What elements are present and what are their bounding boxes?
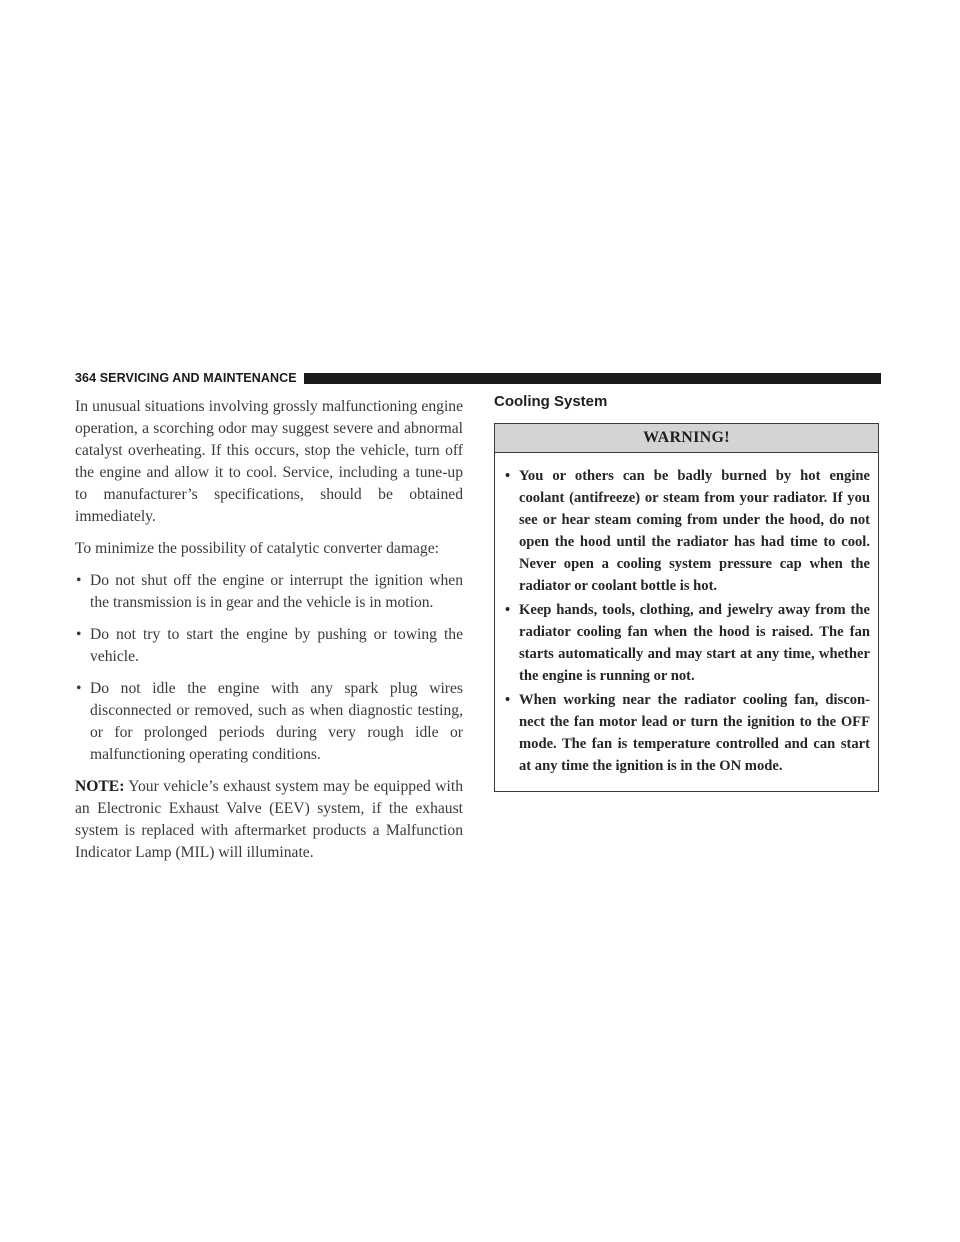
bullet-icon: • — [76, 680, 82, 697]
catalyst-overheating-paragraph: In unusual situations involving grossly malfunctioning engine operation, a scorching odor may suggest severe and abnormal catalyst overheating. If this occurs, stop the vehicle, turn off the engine and allow it to cool. Service, including a tune-up to manufacturer’s specifications, should be obtained immediately. — [75, 398, 463, 525]
list-item: • Do not idle the engine with any spark plug wires disconnected or removed, such as when diagnostic testing, or for prolonged periods during very rough idle or malfunctioning operating conditions. — [76, 680, 463, 763]
section-title-cooling-system: Cooling System — [494, 393, 608, 410]
page-header — [75, 371, 881, 385]
warning-body — [495, 453, 878, 791]
list-item: • Do not try to start the engine by pushing or towing the vehicle. — [76, 626, 463, 665]
minimize-damage-intro: To minimize the possibility of catalytic converter damage: — [75, 540, 439, 557]
warning-box — [494, 423, 879, 792]
note-paragraph — [75, 776, 463, 864]
bullet-icon: • — [505, 602, 511, 618]
bullet-icon: • — [505, 468, 511, 484]
bullet-icon: • — [76, 572, 82, 589]
list-item: • You or others can be badly burned by hot engine coolant (antifreeze) or steam from your radiator. If you see or hear steam coming from under the hood, do not open the hood until the radiator has had time to cool. Never open a cooling system pressure cap when the radiator or coolant bottle is hot. — [505, 465, 870, 597]
note-label: NOTE: — [75, 778, 125, 795]
warning-list — [505, 465, 870, 777]
header-rule — [304, 373, 881, 384]
page-number-section-title: 364 SERVICING AND MAINTENANCE — [75, 371, 297, 385]
bullet-icon: • — [76, 626, 82, 643]
catalytic-converter-tips-list — [75, 570, 463, 766]
note-text: Your vehicle’s exhaust system may be equipped with an Electronic Exhaust Valve (EEV) system, if the exhaust system is replaced with aftermarket products a Malfunction Indicator Lamp (MIL) will illuminate. — [75, 778, 463, 861]
bullet-icon: • — [505, 692, 511, 708]
list-item: • Do not shut off the engine or interrupt the ignition when the transmission is in gear and the vehicle is in motion. — [76, 572, 463, 611]
list-item: • When working near the radiator cooling fan, discon-nect the fan motor lead or turn the ignition to the OFF mode. The fan is temperature controlled and can start at any time the ignition is in the ON mode. — [505, 689, 870, 777]
list-item: • Keep hands, tools, clothing, and jewelry away from the radiator cooling fan when the hood is raised. The fan starts automatically and may start at any time, whether the engine is running or not. — [505, 599, 870, 687]
right-column — [494, 393, 882, 792]
left-column — [75, 396, 463, 874]
warning-title: WARNING! — [495, 424, 878, 453]
